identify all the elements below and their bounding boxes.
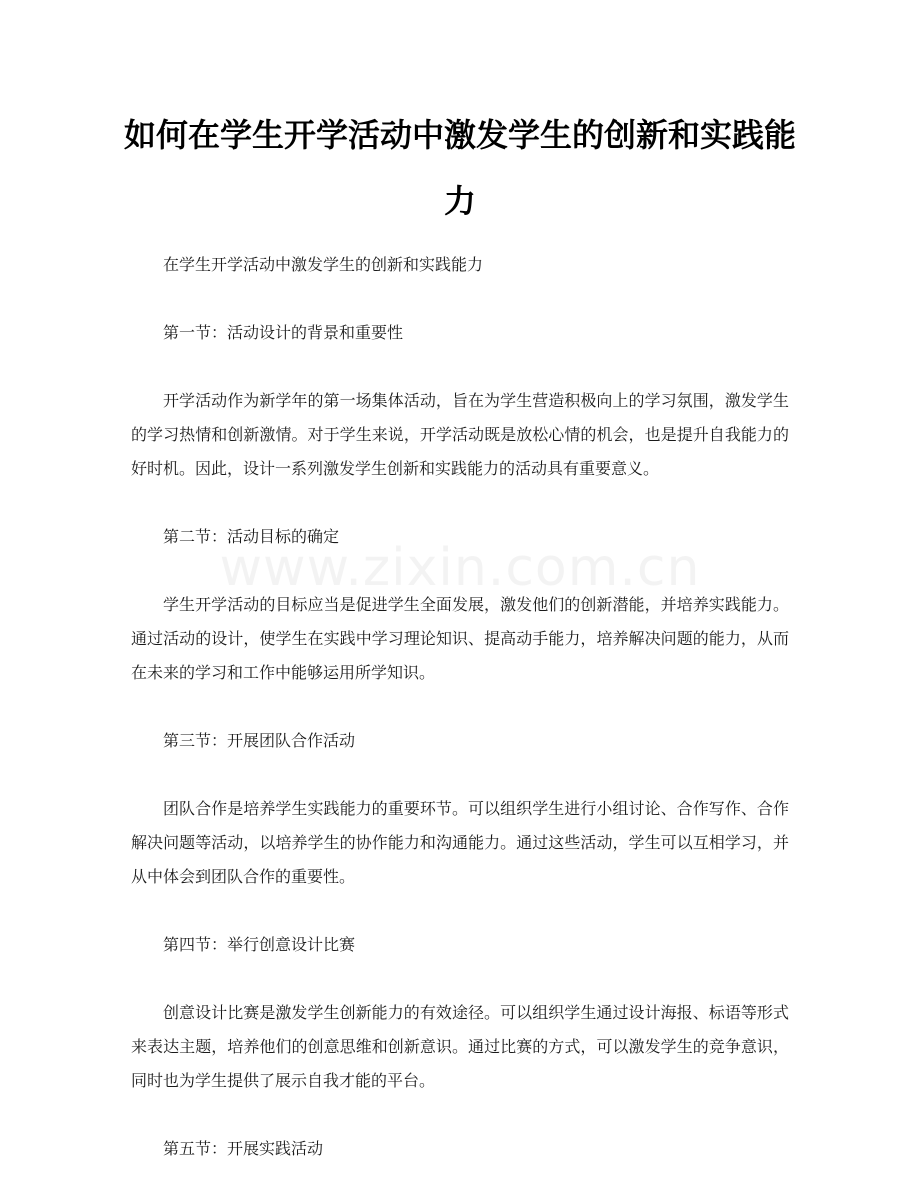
document-title: 如何在学生开学活动中激发学生的创新和实践能力 — [123, 116, 796, 220]
paragraph-4: 创意设计比赛是激发学生创新能力的有效途径。可以组织学生通过设计海报、标语等形式来表达主题，培养他们的创意思维和创新意识。通过比赛的方式，可以激发学生的竞争意识，同时也为学生提供了展示自我才能的平台。 — [131, 1003, 789, 1090]
section-heading-4: 第四节：举行创意设计比赛 — [163, 935, 356, 954]
section-heading-2: 第二节：活动目标的确定 — [163, 527, 340, 546]
paragraph-3: 团队合作是培养学生实践能力的重要环节。可以组织学生进行小组讨论、合作写作、合作解决问题等活动，以培养学生的协作能力和沟通能力。通过这些活动，学生可以互相学习，并从中体会到团队合作的重要性。 — [131, 799, 789, 886]
section-heading-1: 第一节：活动设计的背景和重要性 — [163, 323, 404, 342]
watermark: www.zixin.com.cn — [219, 538, 701, 598]
section-heading-3: 第三节：开展团队合作活动 — [163, 731, 356, 750]
section-heading-5: 第五节：开展实践活动 — [163, 1139, 324, 1158]
paragraph-2: 学生开学活动的目标应当是促进学生全面发展，激发他们的创新潜能，并培养实践能力。通过活动的设计，使学生在实践中学习理论知识、提高动手能力，培养解决问题的能力，从而在未来的学习和工作中能够运用所学知识。 — [131, 595, 789, 682]
paragraph-1: 开学活动作为新学年的第一场集体活动，旨在为学生营造积极向上的学习氛围，激发学生的学习热情和创新激情。对于学生来说，开学活动既是放松心情的机会，也是提升自我能力的好时机。因此，设计一系列激发学生创新和实践能力的活动具有重要意义。 — [131, 391, 789, 478]
subtitle-line: 在学生开学活动中激发学生的创新和实践能力 — [163, 255, 484, 274]
document-body — [131, 248, 789, 1200]
